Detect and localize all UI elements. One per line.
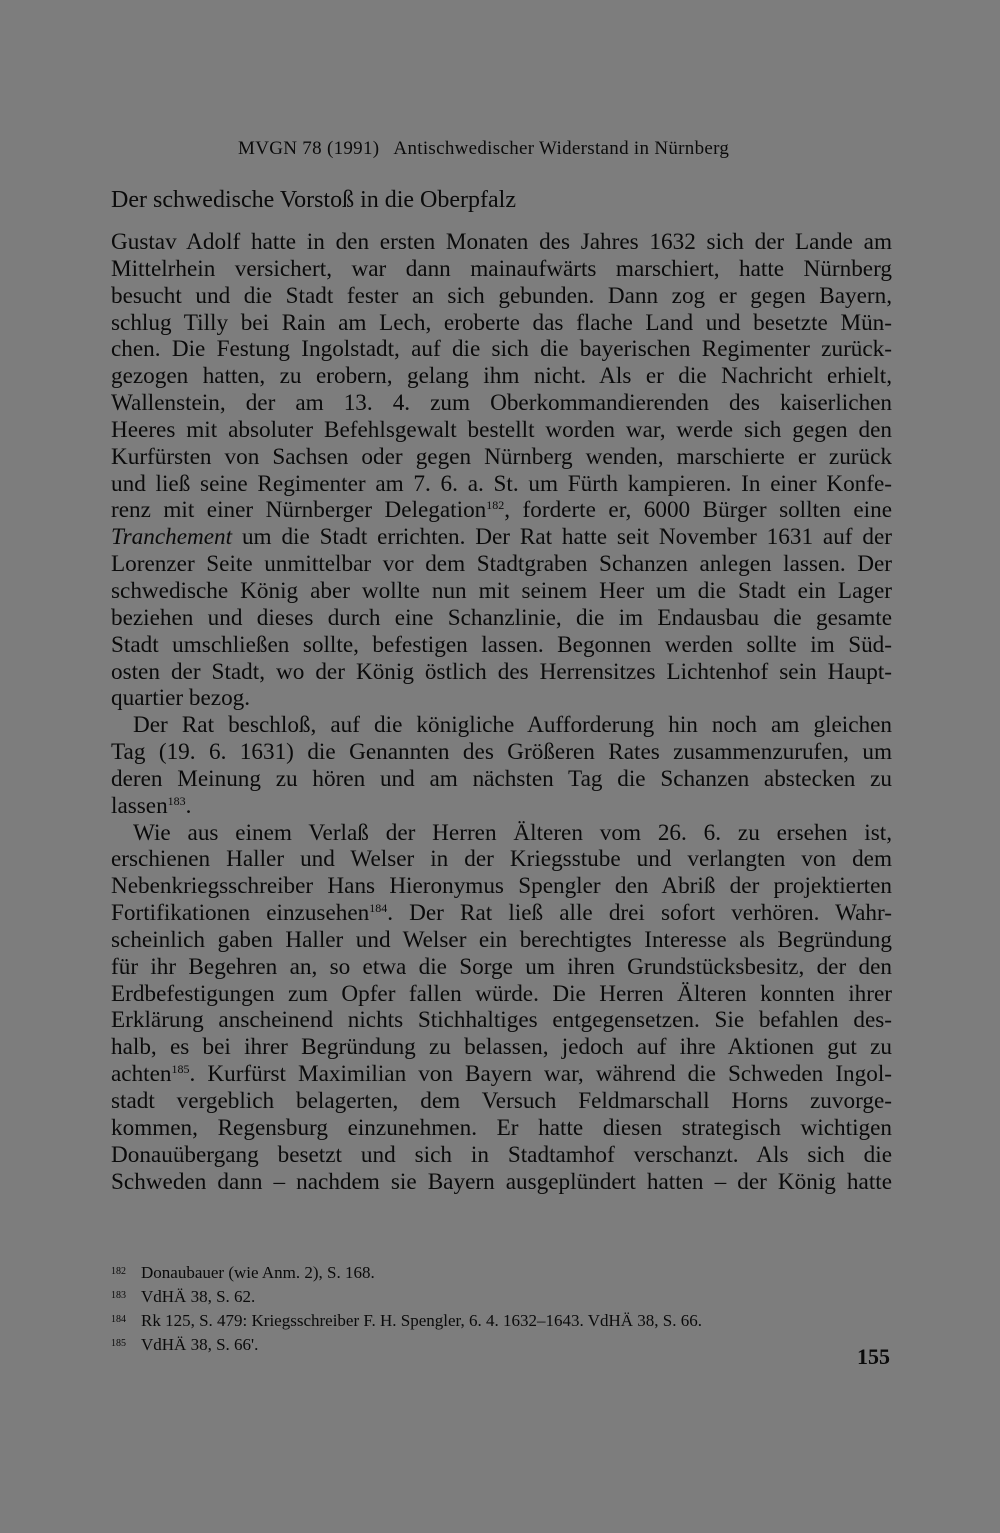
text-line <box>111 363 892 390</box>
text-line <box>111 551 892 578</box>
line-text: achten <box>111 1061 172 1088</box>
line-text: Kurfürsten von Sachsen oder gegen Nürnberg wenden, marschierte er zurück <box>111 443 892 470</box>
text-line <box>111 1007 892 1034</box>
line-text: für ihr Begehren an, so etwa die Sorge um ihren Grundstücksbesitz, der den <box>111 953 892 980</box>
footnote-number: 182 <box>111 1266 126 1277</box>
line-text-continued: . <box>185 792 192 819</box>
line-text: deren Meinung zu hören und am nächsten Tag die Schanzen abstecken zu <box>111 765 892 792</box>
footnote-number: 185 <box>111 1338 126 1349</box>
text-line <box>111 444 892 471</box>
text-line <box>111 390 892 417</box>
text-line <box>111 578 892 605</box>
text-line <box>111 793 892 820</box>
text-line <box>111 632 892 659</box>
footnote-text: Rk 125, S. 479: Kriegsschreiber F. H. Spengler, 6. 4. 1632–1643. VdHÄ 38, S. 66. <box>141 1311 702 1330</box>
text-line <box>111 256 892 283</box>
text-line <box>111 417 892 444</box>
footnote <box>111 1308 892 1332</box>
line-text: scheinlich gaben Haller und Welser ein berechtigtes Interesse als Begründung <box>111 926 892 953</box>
text-line <box>111 1115 892 1142</box>
line-text: schlug Tilly bei Rain am Lech, eroberte das flache Land und besetzte Mün- <box>111 309 892 336</box>
text-line <box>111 981 892 1008</box>
body-text <box>111 229 892 1195</box>
section-title: Der schwedische Vorstoß in die Oberpfalz <box>111 187 516 213</box>
line-text: Donauübergang besetzt und sich in Stadtamhof verschanzt. Als sich die <box>111 1141 892 1168</box>
footnote <box>111 1332 892 1356</box>
footnote-text: VdHÄ 38, S. 66'. <box>141 1335 259 1354</box>
italic-term: Tranchement <box>111 524 233 551</box>
line-text: quartier bezog. <box>111 685 251 712</box>
line-text: Wallenstein, der am 13. 4. zum Oberkommandierenden des kaiserlichen <box>111 390 892 417</box>
text-line <box>111 739 892 766</box>
line-text-continued: . Kurfürst Maximilian von Bayern war, während die Schweden Ingol- <box>189 1061 892 1088</box>
text-line <box>111 712 892 739</box>
footnote-reference: 182 <box>486 498 505 513</box>
text-line <box>111 820 892 847</box>
line-text: kommen, Regensburg einzunehmen. Er hatte diesen strategisch wichtigen <box>111 1114 892 1141</box>
line-text: lassen <box>111 792 168 819</box>
line-text: Erdbefestigungen zum Opfer fallen würde. Die Herren Älteren konnten ihrer <box>111 980 892 1007</box>
footnote-number: 183 <box>111 1290 126 1301</box>
footnote-reference: 185 <box>171 1062 190 1077</box>
line-text: Tag (19. 6. 1631) die Genannten des Größeren Rates zusammenzurufen, um <box>111 739 892 766</box>
line-text: Gustav Adolf hatte in den ersten Monaten des Jahres 1632 sich der Lande am <box>111 229 892 255</box>
footnote-text: VdHÄ 38, S. 62. <box>141 1287 256 1306</box>
running-title: Antischwedischer Widerstand in Nürnberg <box>393 138 730 159</box>
line-text: Der Rat beschloß, auf die königliche Aufforderung hin noch am gleichen <box>133 712 892 739</box>
line-text: Lorenzer Seite unmittelbar vor dem Stadtgraben Schanzen anlegen lassen. Der <box>111 551 892 578</box>
footnotes <box>111 1260 892 1356</box>
text-line <box>111 927 892 954</box>
text-line <box>111 766 892 793</box>
running-head <box>238 138 729 160</box>
text-line <box>111 1088 892 1115</box>
line-text: erschienen Haller und Welser in der Kriegsstube und verlangten von dem <box>111 846 892 873</box>
line-text: schwedische König aber wollte nun mit seinem Heer um die Stadt ein Lager <box>111 577 892 604</box>
page-number: 155 <box>857 1344 890 1369</box>
line-text: stadt vergeblich belagerten, dem Versuch Feldmarschall Horns zuvorge- <box>111 1088 892 1114</box>
text-line <box>111 900 892 927</box>
footnote-number: 184 <box>111 1314 126 1325</box>
line-text: Nebenkriegsschreiber Hans Hieronymus Spengler den Abriß der projektierten <box>111 873 892 900</box>
text-line <box>111 1034 892 1061</box>
footnote-text: Donaubauer (wie Anm. 2), S. 168. <box>141 1263 375 1282</box>
text-line <box>111 229 892 256</box>
text-line <box>111 1142 892 1169</box>
text-line <box>111 310 892 337</box>
line-text: besucht und die Stadt fester an sich gebunden. Dann zog er gegen Bayern, <box>111 282 892 309</box>
text-line <box>111 497 892 524</box>
text-line <box>111 524 892 551</box>
footnote <box>111 1260 892 1284</box>
footnote-reference: 184 <box>369 901 388 916</box>
text-line <box>111 873 892 900</box>
text-line <box>111 685 892 712</box>
footnote-reference: 183 <box>167 793 186 808</box>
footnote <box>111 1284 892 1308</box>
line-text: halb, es bei ihrer Begründung zu belassen, jedoch auf ihre Aktionen gut zu <box>111 1034 892 1061</box>
text-line <box>111 846 892 873</box>
text-line <box>111 605 892 632</box>
line-text: um die Stadt errichten. Der Rat hatte seit November 1631 auf der <box>232 524 892 551</box>
journal-reference: MVGN 78 (1991) <box>238 138 380 159</box>
line-text: beziehen und dieses durch eine Schanzlinie, die im Endausbau die gesamte <box>111 604 892 631</box>
line-text: Erklärung anscheinend nichts Stichhaltiges entgegensetzen. Sie befahlen des- <box>111 1007 892 1034</box>
line-text: osten der Stadt, wo der König östlich des Herrensitzes Lichtenhof sein Haupt- <box>111 658 892 685</box>
line-text-continued: . Der Rat ließ alle drei sofort verhören. Wahr- <box>387 900 892 927</box>
line-text: Schweden dann – nachdem sie Bayern ausgeplündert hatten – der König hatte <box>111 1168 892 1195</box>
line-text: Stadt umschließen sollte, befestigen lassen. Begonnen werden sollte im Süd- <box>111 631 892 658</box>
line-text: Fortifikationen einzusehen <box>111 900 370 927</box>
text-line <box>111 1061 892 1088</box>
line-text: und ließ seine Regimenter am 7. 6. a. St. um Fürth kampieren. In einer Konfe- <box>111 470 892 497</box>
text-line <box>111 471 892 498</box>
line-text: renz mit einer Nürnberger Delegation <box>111 497 487 524</box>
line-text: Heeres mit absoluter Befehlsgewalt bestellt worden war, werde sich gegen den <box>111 416 892 443</box>
line-text: Mittelrhein versichert, war dann mainaufwärts marschiert, hatte Nürnberg <box>111 255 892 282</box>
line-text: chen. Die Festung Ingolstadt, auf die sich die bayerischen Regimenter zurück- <box>111 336 892 363</box>
line-text-continued: , forderte er, 6000 Bürger sollten eine <box>504 497 892 524</box>
line-text: Wie aus einem Verlaß der Herren Älteren vom 26. 6. zu ersehen ist, <box>133 819 892 846</box>
text-line <box>111 336 892 363</box>
text-line <box>111 283 892 310</box>
text-line <box>111 659 892 686</box>
text-line <box>111 1169 892 1196</box>
text-line <box>111 954 892 981</box>
line-text: gezogen hatten, zu erobern, gelang ihm nicht. Als er die Nachricht erhielt, <box>111 363 892 390</box>
